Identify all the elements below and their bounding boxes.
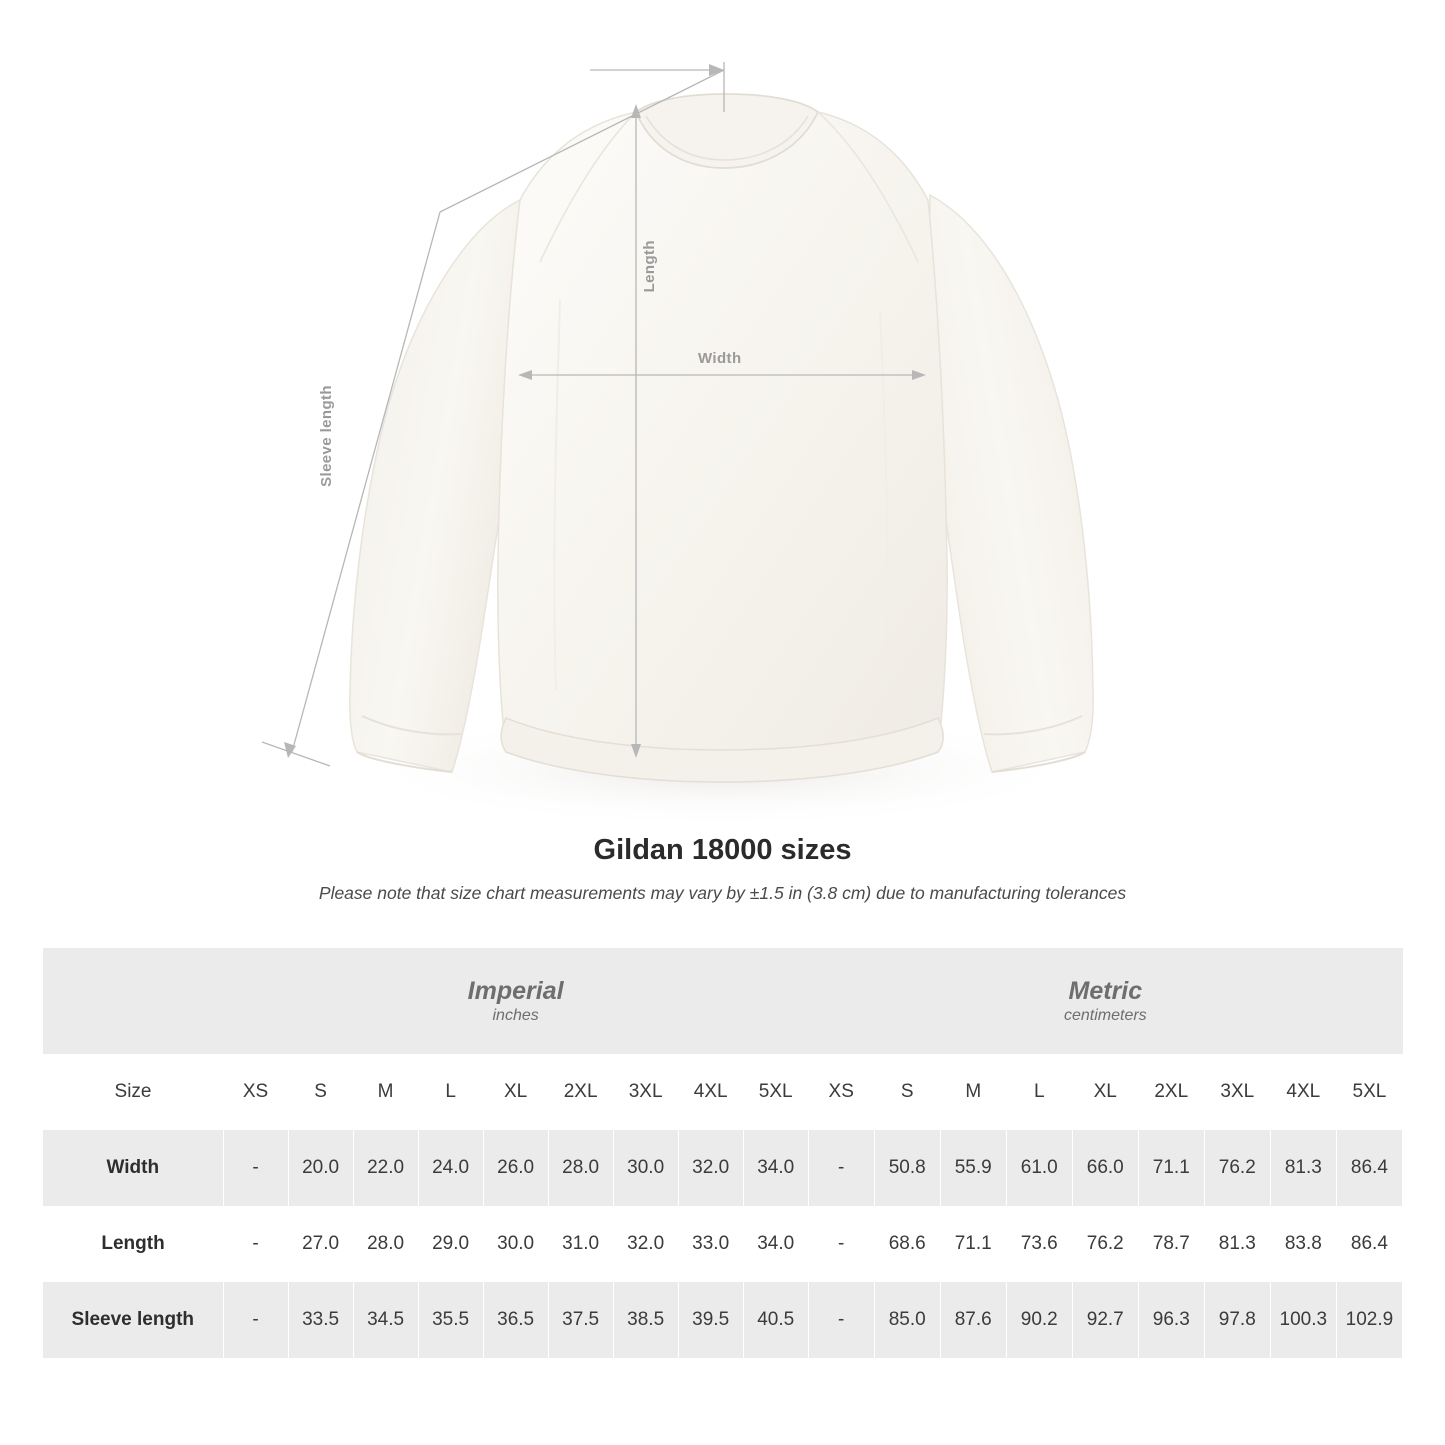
table-row <box>43 1282 1403 1358</box>
size-header-imp-xl: XL <box>483 1054 548 1130</box>
sleeve-length-dimension-label: Sleeve length <box>318 385 335 487</box>
page-title: Gildan 18000 sizes <box>593 834 852 866</box>
size-header-imp-5xl: 5XL <box>743 1054 808 1130</box>
sleeve-imp-l: 35.5 <box>418 1282 483 1358</box>
size-header-met-4xl: 4XL <box>1270 1054 1336 1130</box>
size-header-met-s: S <box>874 1054 940 1130</box>
size-header-met-l: L <box>1006 1054 1072 1130</box>
width-imp-xs: - <box>223 1130 288 1206</box>
row-label-width: Width <box>43 1130 223 1206</box>
length-imp-xs: - <box>223 1206 288 1282</box>
sleeve-imp-2xl: 37.5 <box>548 1282 613 1358</box>
length-imp-5xl: 34.0 <box>743 1206 808 1282</box>
sleeve-met-4xl: 100.3 <box>1270 1282 1336 1358</box>
length-imp-m: 28.0 <box>353 1206 418 1282</box>
size-header-imp-m: M <box>353 1054 418 1130</box>
length-imp-s: 27.0 <box>288 1206 353 1282</box>
sleeve-imp-s: 33.5 <box>288 1282 353 1358</box>
size-table <box>43 948 1403 1358</box>
sleeve-met-m: 87.6 <box>940 1282 1006 1358</box>
sleeve-imp-xl: 36.5 <box>483 1282 548 1358</box>
size-header-met-2xl: 2XL <box>1138 1054 1204 1130</box>
title-block <box>0 834 1445 904</box>
width-dimension-label: Width <box>698 350 742 367</box>
length-met-5xl: 86.4 <box>1336 1206 1402 1282</box>
width-met-5xl: 86.4 <box>1336 1130 1402 1206</box>
size-header-met-xs: XS <box>808 1054 874 1130</box>
width-met-xl: 66.0 <box>1072 1130 1138 1206</box>
size-header-met-3xl: 3XL <box>1204 1054 1270 1130</box>
length-met-m: 71.1 <box>940 1206 1006 1282</box>
imperial-group-header <box>223 948 808 1054</box>
tolerance-note: Please note that size chart measurements may vary by ±1.5 in (3.8 cm) due to manufacturing tolerances <box>318 883 1127 903</box>
length-met-s: 68.6 <box>874 1206 940 1282</box>
sleeve-imp-5xl: 40.5 <box>743 1282 808 1358</box>
size-header-imp-s: S <box>288 1054 353 1130</box>
width-met-l: 61.0 <box>1006 1130 1072 1206</box>
length-dimension-label: Length <box>641 240 658 293</box>
width-imp-5xl: 34.0 <box>743 1130 808 1206</box>
sleeve-imp-4xl: 39.5 <box>678 1282 743 1358</box>
size-header-imp-4xl: 4XL <box>678 1054 743 1130</box>
sleeve-met-xl: 92.7 <box>1072 1282 1138 1358</box>
width-imp-m: 22.0 <box>353 1130 418 1206</box>
width-met-2xl: 71.1 <box>1138 1130 1204 1206</box>
sleeve-met-3xl: 97.8 <box>1204 1282 1270 1358</box>
unit-group-row <box>43 948 1403 1054</box>
length-met-l: 73.6 <box>1006 1206 1072 1282</box>
size-header-label: Size <box>43 1054 223 1130</box>
table-corner-cell <box>43 948 223 1054</box>
length-imp-4xl: 33.0 <box>678 1206 743 1282</box>
width-imp-xl: 26.0 <box>483 1130 548 1206</box>
width-imp-s: 20.0 <box>288 1130 353 1206</box>
table-row <box>43 1206 1403 1282</box>
row-label-sleeve-length: Sleeve length <box>43 1282 223 1358</box>
size-header-met-m: M <box>940 1054 1006 1130</box>
width-imp-2xl: 28.0 <box>548 1130 613 1206</box>
length-met-2xl: 78.7 <box>1138 1206 1204 1282</box>
length-imp-l: 29.0 <box>418 1206 483 1282</box>
width-imp-4xl: 32.0 <box>678 1130 743 1206</box>
length-met-xs: - <box>808 1206 874 1282</box>
length-imp-2xl: 31.0 <box>548 1206 613 1282</box>
size-table-wrapper <box>43 948 1403 1358</box>
size-header-imp-3xl: 3XL <box>613 1054 678 1130</box>
sleeve-met-5xl: 102.9 <box>1336 1282 1402 1358</box>
sleeve-met-l: 90.2 <box>1006 1282 1072 1358</box>
length-imp-xl: 30.0 <box>483 1206 548 1282</box>
imperial-group-name: Imperial <box>467 976 564 1005</box>
width-met-s: 50.8 <box>874 1130 940 1206</box>
sleeve-met-2xl: 96.3 <box>1138 1282 1204 1358</box>
sleeve-imp-3xl: 38.5 <box>613 1282 678 1358</box>
length-met-3xl: 81.3 <box>1204 1206 1270 1282</box>
sleeve-imp-xs: - <box>223 1282 288 1358</box>
size-header-imp-xs: XS <box>223 1054 288 1130</box>
size-header-row <box>43 1054 1403 1130</box>
table-row <box>43 1130 1403 1206</box>
length-met-4xl: 83.8 <box>1270 1206 1336 1282</box>
size-header-met-xl: XL <box>1072 1054 1138 1130</box>
width-met-4xl: 81.3 <box>1270 1130 1336 1206</box>
width-met-xs: - <box>808 1130 874 1206</box>
width-met-m: 55.9 <box>940 1130 1006 1206</box>
metric-group-header <box>808 948 1402 1054</box>
size-header-imp-2xl: 2XL <box>548 1054 613 1130</box>
width-met-3xl: 76.2 <box>1204 1130 1270 1206</box>
metric-group-name: Metric <box>1068 976 1143 1005</box>
sleeve-met-s: 85.0 <box>874 1282 940 1358</box>
length-imp-3xl: 32.0 <box>613 1206 678 1282</box>
width-imp-3xl: 30.0 <box>613 1130 678 1206</box>
size-header-met-5xl: 5XL <box>1336 1054 1402 1130</box>
metric-group-unit: centimeters <box>1063 1007 1147 1025</box>
length-met-xl: 76.2 <box>1072 1206 1138 1282</box>
sleeve-met-xs: - <box>808 1282 874 1358</box>
row-label-length: Length <box>43 1206 223 1282</box>
imperial-group-unit: inches <box>492 1007 539 1025</box>
size-header-imp-l: L <box>418 1054 483 1130</box>
width-imp-l: 24.0 <box>418 1130 483 1206</box>
sleeve-imp-m: 34.5 <box>353 1282 418 1358</box>
